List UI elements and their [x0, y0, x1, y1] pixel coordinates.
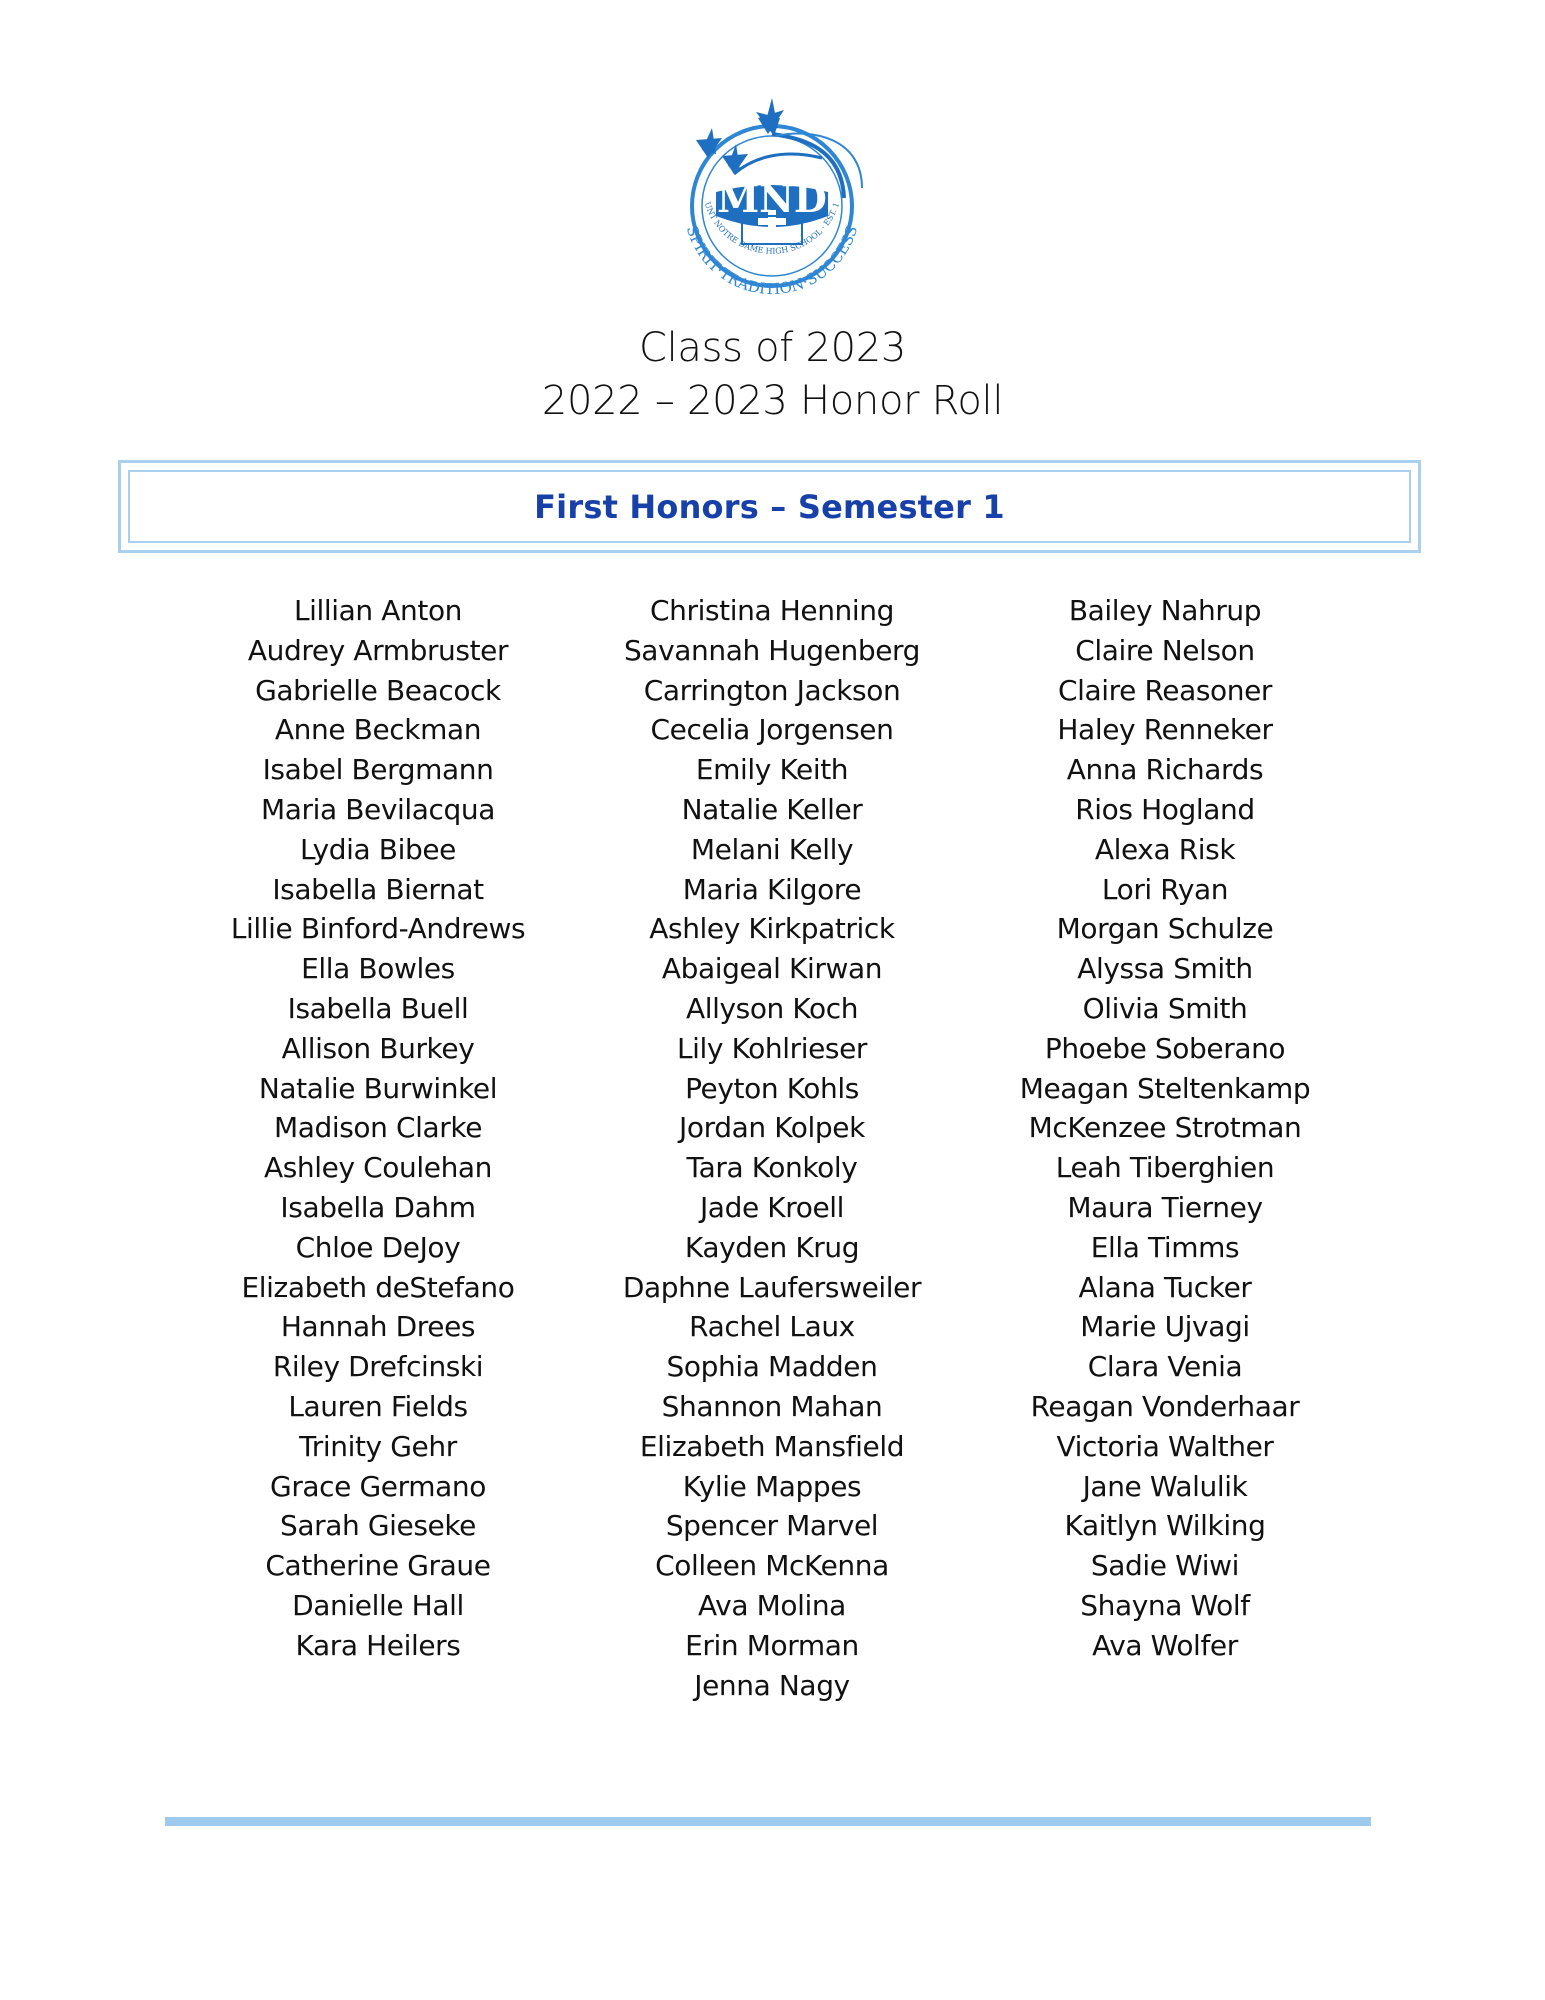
honoree-name: Olivia Smith — [1082, 991, 1248, 1025]
honoree-name: Kayden Krug — [684, 1230, 860, 1264]
honoree-name: Daphne Laufersweiler — [622, 1270, 922, 1304]
honoree-name: Cecelia Jorgensen — [650, 713, 894, 747]
honoree-name: Rachel Laux — [689, 1310, 855, 1344]
honoree-name: Haley Renneker — [1057, 713, 1273, 747]
honoree-name: Lillian Anton — [293, 594, 463, 627]
section-title: First Honors – Semester 1 — [534, 487, 1005, 526]
honoree-name: Melani Kelly — [690, 832, 854, 866]
honoree-name: Isabella Dahm — [280, 1190, 476, 1224]
honoree-name: Meagan Steltenkamp — [1019, 1071, 1311, 1105]
honoree-name: Trinity Gehr — [299, 1429, 457, 1463]
names-column-1 — [168, 591, 588, 1666]
honoree-name: Madison Clarke — [273, 1111, 483, 1145]
honoree-name: Lauren Fields — [288, 1389, 468, 1423]
honoree-name: Abaigeal Kirwan — [661, 952, 883, 986]
honoree-name: Jane Walulik — [1082, 1469, 1248, 1503]
honoree-name: Clara Venia — [1087, 1350, 1243, 1384]
honoree-name: Shayna Wolf — [1080, 1588, 1250, 1622]
names-column-2 — [562, 591, 982, 1705]
honoree-name: Bailey Nahrup — [1068, 594, 1262, 627]
honoree-name: Hannah Drees — [280, 1310, 476, 1344]
honoree-name: Elizabeth Mansfield — [639, 1429, 905, 1463]
honoree-name: Lillie Binford-Andrews — [230, 912, 526, 946]
honoree-name: Jade Kroell — [699, 1190, 845, 1224]
honoree-name: Lily Kohlrieser — [676, 1031, 868, 1065]
honoree-name: Phoebe Soberano — [1044, 1031, 1286, 1065]
honoree-name: Claire Reasoner — [1057, 673, 1273, 707]
section-heading-inner — [128, 470, 1411, 543]
honoree-name: Tara Konkoly — [686, 1151, 858, 1185]
honoree-name: Emily Keith — [695, 753, 849, 787]
honoree-name: Alana Tucker — [1078, 1270, 1252, 1304]
honoree-name: Reagan Vonderhaar — [1030, 1389, 1300, 1423]
honoree-name: Danielle Hall — [292, 1588, 464, 1622]
honoree-name: Sadie Wiwi — [1090, 1549, 1240, 1583]
honoree-name: Erin Morman — [685, 1628, 859, 1662]
honoree-name: Catherine Graue — [265, 1549, 491, 1583]
footer-rule — [165, 1817, 1371, 1826]
honoree-name: Allyson Koch — [685, 991, 859, 1025]
honoree-name: Sophia Madden — [666, 1350, 878, 1384]
honoree-name: Isabella Biernat — [272, 872, 484, 906]
honoree-name: Alyssa Smith — [1077, 952, 1253, 986]
honoree-name: Ashley Kirkpatrick — [649, 912, 895, 946]
honoree-name: Ella Timms — [1090, 1230, 1240, 1264]
honoree-name: Ella Bowles — [301, 952, 455, 986]
honoree-name: Ava Wolfer — [1092, 1628, 1238, 1662]
honoree-name: Savannah Hugenberg — [623, 633, 921, 667]
honoree-name: Alexa Risk — [1094, 832, 1236, 866]
honoree-name: Audrey Armbruster — [247, 633, 509, 667]
honoree-name: Christina Henning — [649, 594, 894, 627]
honoree-name: Claire Nelson — [1075, 633, 1255, 667]
honoree-name: Lydia Bibee — [299, 832, 457, 866]
honoree-name: Natalie Keller — [681, 792, 863, 826]
mnd-seal-graphic — [672, 88, 872, 316]
names-column-3 — [955, 591, 1375, 1666]
honoree-name: Isabella Buell — [287, 991, 469, 1025]
honoree-name: Maria Bevilacqua — [260, 792, 496, 826]
honoree-name: Jordan Kolpek — [679, 1111, 865, 1145]
honoree-name: Natalie Burwinkel — [258, 1071, 498, 1105]
honoree-name: Ava Molina — [698, 1588, 846, 1622]
honoree-name: Ashley Coulehan — [263, 1151, 493, 1185]
honoree-name: Rios Hogland — [1075, 792, 1255, 826]
logo-ring-text: UNT NOTRE DAME HIGH SCHOOL · EST. 1 — [702, 200, 842, 256]
honoree-name: Carrington Jackson — [643, 673, 901, 707]
honoree-name: Isabel Bergmann — [262, 753, 494, 787]
honoree-name: Maura Tierney — [1067, 1190, 1263, 1224]
honoree-name: Colleen McKenna — [655, 1549, 889, 1583]
logo-initials: MND — [717, 176, 827, 221]
page-title — [0, 322, 1545, 428]
honoree-name: Chloe DeJoy — [295, 1230, 461, 1264]
honoree-name: Spencer Marvel — [665, 1509, 879, 1543]
logo-motto: SPIRIT·TRADITION·SUCCESS — [682, 223, 862, 299]
honoree-name: Leah Tiberghien — [1055, 1151, 1275, 1185]
honoree-name: Maria Kilgore — [682, 872, 862, 906]
honoree-name: Kylie Mappes — [682, 1469, 862, 1503]
honoree-name: Victoria Walther — [1056, 1429, 1274, 1463]
honoree-name: Grace Germano — [270, 1469, 486, 1503]
honoree-name: Sarah Gieseke — [279, 1509, 476, 1543]
class-title: Class of 2023 — [638, 325, 907, 371]
school-logo — [672, 88, 872, 316]
honoree-name: Riley Drefcinski — [272, 1350, 484, 1384]
honoree-name: Kara Heilers — [295, 1628, 461, 1662]
honoree-name: Gabrielle Beacock — [255, 673, 501, 707]
honoree-name: McKenzee Strotman — [1028, 1111, 1302, 1145]
honoree-name: Lori Ryan — [1101, 872, 1229, 906]
honoree-name: Jenna Nagy — [694, 1668, 850, 1702]
honoree-name: Kaitlyn Wilking — [1064, 1509, 1266, 1543]
honoree-name: Peyton Kohls — [685, 1071, 859, 1105]
honoree-name: Shannon Mahan — [661, 1389, 883, 1423]
honoree-name: Anna Richards — [1066, 753, 1264, 787]
honoree-name: Morgan Schulze — [1056, 912, 1274, 946]
honoree-name: Marie Ujvagi — [1080, 1310, 1250, 1344]
honoree-name: Elizabeth deStefano — [241, 1270, 515, 1304]
honoree-name: Anne Beckman — [274, 713, 482, 747]
section-heading-box — [118, 460, 1421, 553]
honoree-name: Allison Burkey — [281, 1031, 475, 1065]
honor-roll-title: 2022 – 2023 Honor Roll — [541, 378, 1004, 424]
